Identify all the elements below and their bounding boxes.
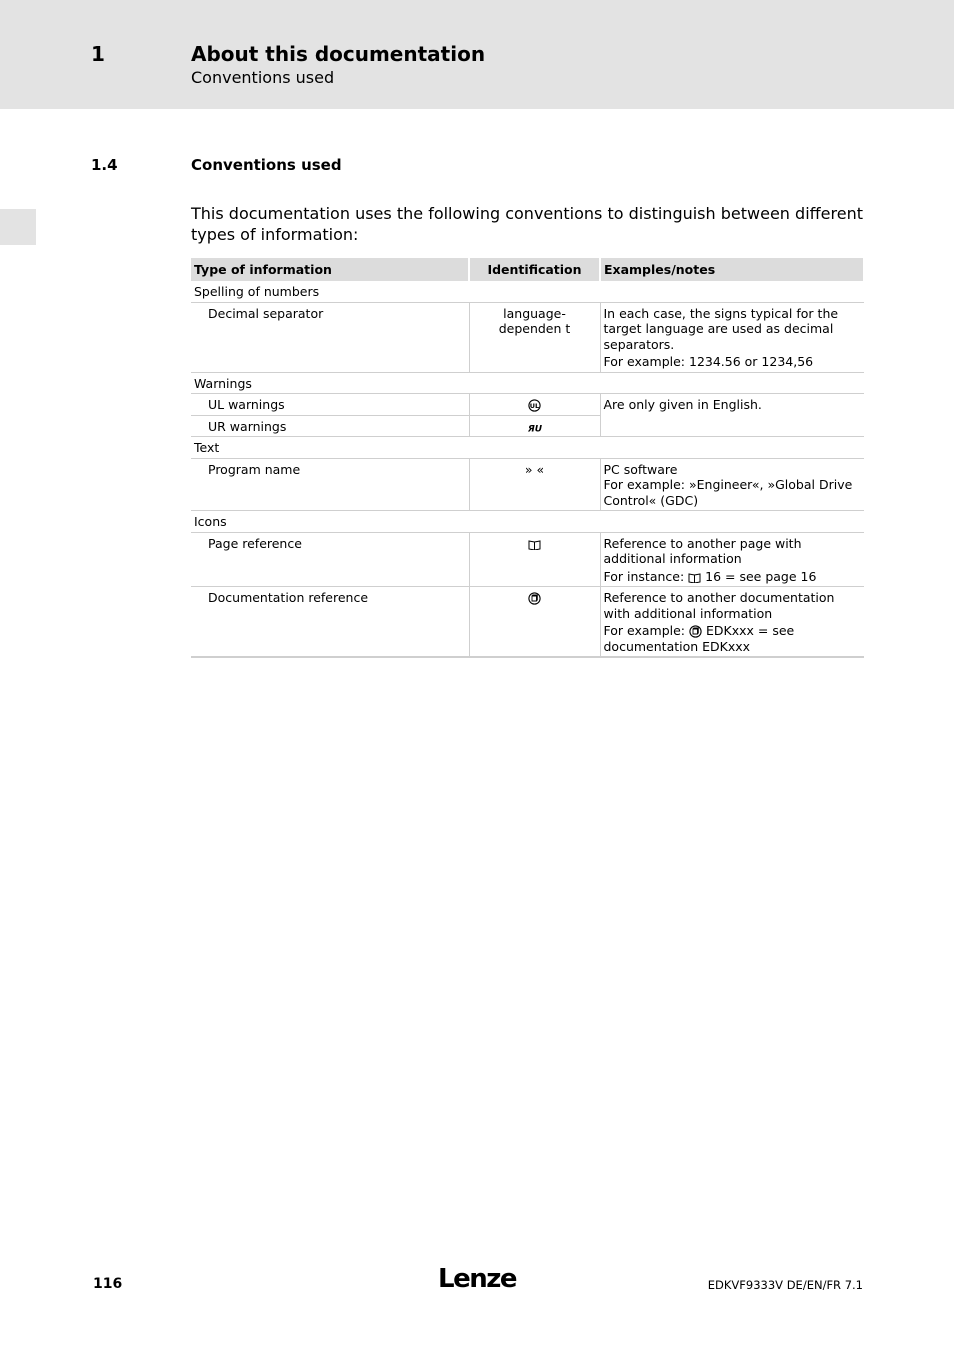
warnings-note: Are only given in English. [600, 394, 864, 437]
row-docref-type: Documentation reference [191, 587, 469, 658]
row-ur-type: UR warnings [191, 415, 469, 437]
decimal-note-line1: In each case, the signs typical for the target language are used as decimal separators. [603, 305, 839, 352]
svg-text:ЯU: ЯU [527, 424, 542, 433]
category-row [191, 511, 864, 533]
category-row [191, 437, 864, 459]
docref-note-line2 [604, 623, 862, 654]
ur-mark-icon [528, 422, 542, 433]
chapter-number: 1 [91, 42, 105, 66]
book-icon [688, 572, 701, 583]
documentation-reference-icon [689, 625, 702, 638]
row-ul-type: UL warnings [191, 394, 469, 416]
table-row [191, 394, 864, 416]
header-type: Type of information [191, 258, 469, 281]
documentation-reference-icon [528, 592, 541, 605]
page-number: 116 [93, 1276, 123, 1292]
svg-text:UL: UL [529, 402, 540, 410]
row-ul-ident [469, 394, 600, 416]
row-program-note [600, 458, 864, 511]
category-icons: Icons [191, 511, 864, 533]
chapter-title: About this documentation [191, 42, 486, 66]
row-docref-ident [469, 587, 600, 658]
table-row [191, 302, 864, 372]
decimal-note-line2: For example: 1234.56 or 1234,56 [603, 354, 814, 369]
table-row [191, 532, 864, 587]
document-id: EDKVF9333V DE/EN/FR 7.1 [707, 1278, 863, 1292]
category-warnings: Warnings [191, 372, 864, 394]
docref-note-suffix: EDKxxx = see documentation EDKxxx [603, 623, 795, 654]
header-examples: Examples/notes [600, 258, 864, 281]
table-header-row [191, 258, 864, 281]
ul-mark-icon [528, 399, 541, 412]
lenze-logo: Lenze [438, 1264, 516, 1294]
chapter-side-tab [0, 209, 36, 245]
category-text: Text [191, 437, 864, 459]
conventions-table [191, 258, 865, 658]
row-ur-ident [469, 415, 600, 437]
row-pageref-ident [469, 532, 600, 587]
docref-note-prefix: For example: [603, 623, 686, 638]
table-row [191, 587, 864, 658]
program-note-line2: For example: »Engineer«, »Global Drive Control« (GDC) [603, 477, 853, 508]
row-decimal-ident: language-dependen t [469, 302, 600, 372]
row-pageref-type: Page reference [191, 532, 469, 587]
intro-paragraph: This documentation uses the following conventions to distinguish between different types of information: [191, 204, 863, 244]
pageref-note-suffix: 16 = see page 16 [705, 568, 817, 584]
chapter-subtitle: Conventions used [191, 68, 335, 87]
row-program-ident: » « [469, 458, 600, 511]
row-program-type: Program name [191, 458, 469, 511]
category-row [191, 281, 864, 302]
header-identification: Identification [469, 258, 600, 281]
row-decimal-type: Decimal separator [191, 302, 469, 372]
pageref-note-line1: Reference to another page with additional information [603, 535, 802, 566]
pageref-note-line2 [604, 569, 862, 585]
table-row [191, 458, 864, 511]
book-icon [528, 539, 541, 550]
pageref-note-prefix: For instance: [603, 568, 685, 584]
category-numbers: Spelling of numbers [191, 281, 864, 302]
section-number: 1.4 [91, 156, 118, 174]
row-pageref-note [600, 532, 864, 587]
page-header [0, 0, 954, 109]
category-row [191, 372, 864, 394]
program-note-line1: PC software [603, 461, 678, 477]
row-docref-note [600, 587, 864, 658]
docref-note-line1: Reference to another documentation with additional information [603, 590, 835, 621]
row-decimal-note [600, 302, 864, 372]
section-title: Conventions used [191, 156, 342, 174]
